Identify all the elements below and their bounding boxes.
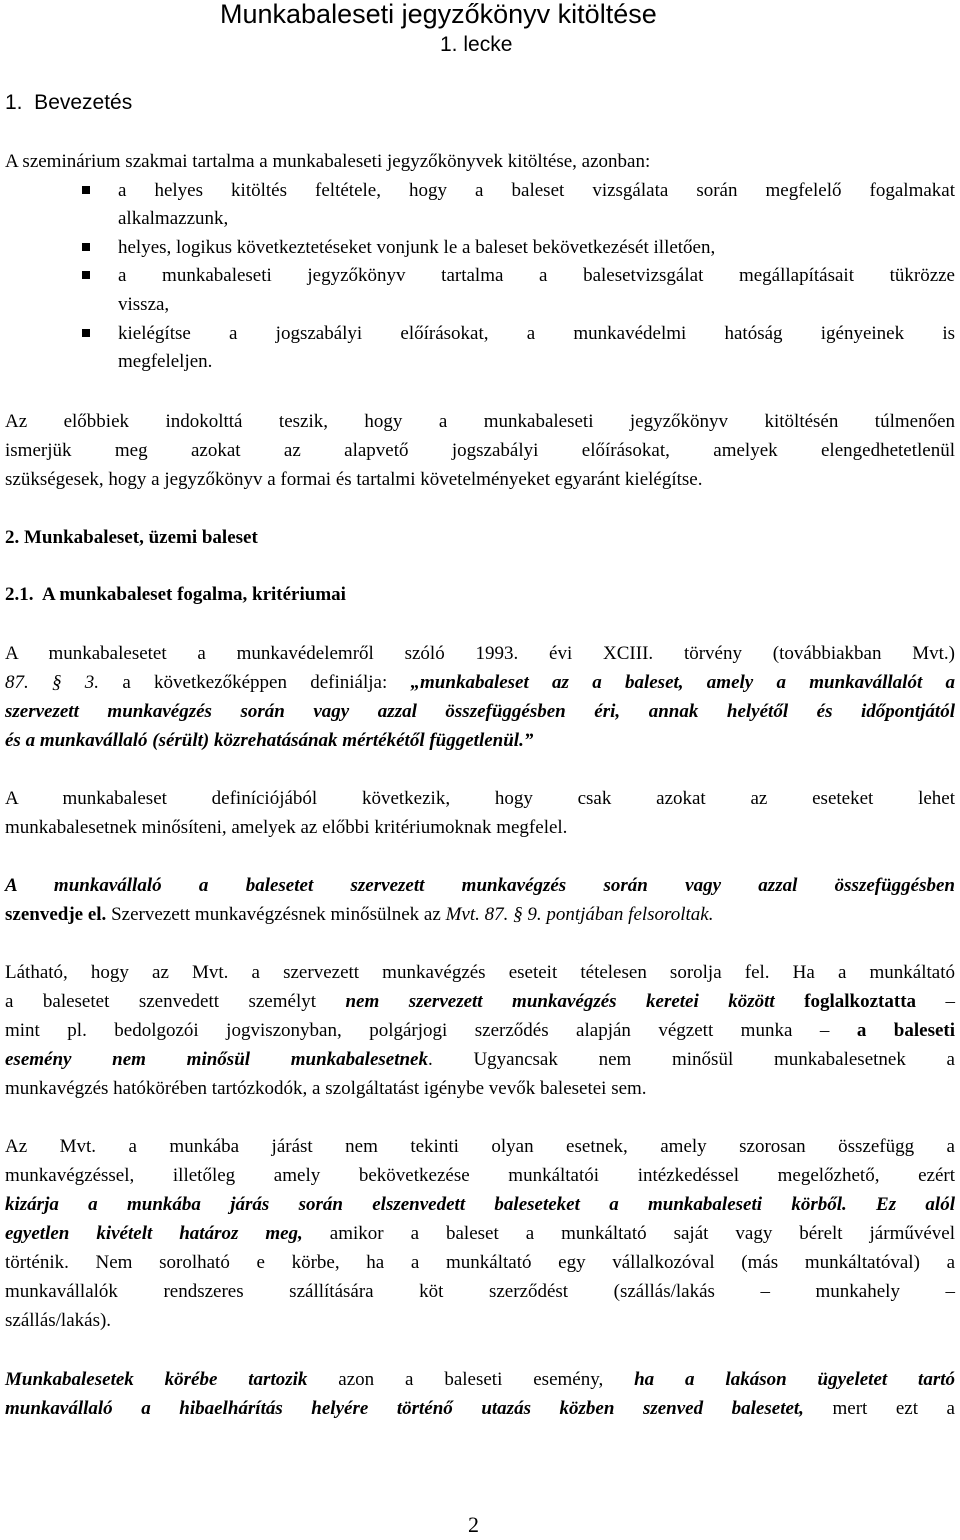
para-line: Az előbbiek indokolttá teszik, hogy a munkabaleseti jegyzőkönyv kitöltésén túlmenően — [5, 411, 955, 432]
bullet-4-line-1: kielégítse a jogszabályi előírásokat, a munkavédelmi hatóság igényeinek is — [118, 323, 955, 344]
para-line: kizárja a munkába járás során elszenvedett baleseteket a munkabaleseti körből. Ez alól — [5, 1194, 955, 1215]
intro-line: A szeminárium szakmai tartalma a munkabaleseti jegyzőkönyvek kitöltése, azonban: — [5, 151, 651, 172]
bullet-1-line-1: a helyes kitöltés feltétele, hogy a baleset vizsgálata során megfelelő fogalmakat — [118, 180, 955, 201]
document-title: Munkabaleseti jegyzőkönyv kitöltése — [220, 0, 657, 29]
law-reference: 87. § 3. — [5, 672, 100, 693]
definition-quote: „munkabaleset az a baleset, amely a munkavállalót a — [410, 672, 956, 693]
bullet-marker — [82, 271, 90, 279]
para-line: A munkabaleset definíciójából következik, hogy csak azokat az eseteket lehet — [5, 788, 955, 809]
bullet-4-line-2: megfeleljen. — [118, 351, 213, 372]
para-line: egyetlen kivételt határoz meg, amikor a baleset a munkáltató saját vagy bérelt járművével — [5, 1223, 955, 1244]
para-line: munkavégzéssel, illetőleg amely bekövetkezése munkáltatói intézkedéssel megelőzhető, ezért — [5, 1165, 955, 1186]
bullet-marker — [82, 243, 90, 251]
para-line: történik. Nem sorolható e körbe, ha a munkáltató egy vállalkozóval (más munkáltatóval) a — [5, 1252, 955, 1273]
para-line: munkavállalók rendszeres szállítására köt szerződést (szállás/lakás – munkahely – — [5, 1281, 955, 1302]
para-line: munkavégzés hatókörében tartózkodók, a szolgáltatást igénybe vevők balesetei sem. — [5, 1078, 647, 1099]
section-2-1-heading: 2.1. A munkabaleset fogalma, kritériumai — [5, 584, 346, 605]
bullet-1-line-2: alkalmazzunk, — [118, 208, 229, 229]
para-line: szükségesek, hogy a jegyzőkönyv a formai és tartalmi követelményeket egyaránt kielégítse. — [5, 469, 703, 490]
para-line: szállás/lakás). — [5, 1310, 112, 1331]
para-line: munkabalesetnek minősíteni, amelyek az előbbi kritériumoknak megfelel. — [5, 817, 568, 838]
para-line: Munkabalesetek körébe tartozik azon a baleseti esemény, ha a lakáson ügyeletet tartó — [5, 1369, 955, 1390]
definition-line-4: és a munkavállaló (sérült) közrehatásának mértékétől függetlenül.” — [5, 730, 534, 751]
para-line: szenvedje el. Szervezett munkavégzésnek minősülnek az Mvt. 87. § 9. pontjában felsoroltak. — [5, 904, 714, 925]
para-line: mint pl. bedolgozói jogviszonyban, polgárjogi szerződés alapján végzett munka – a baleseti — [5, 1020, 955, 1041]
lesson-label: 1. lecke — [440, 33, 513, 56]
bullet-3-line-2: vissza, — [118, 294, 170, 315]
para-line: a balesetet szenvedett személyt nem szervezett munkavégzés keretei között foglalkoztatta – — [5, 991, 955, 1012]
para-line: munkavállaló a hibaelhárítás helyére történő utazás közben szenved balesetet, mert ezt a — [5, 1398, 955, 1419]
definition-line-3: szervezett munkavégzés során vagy azzal összefüggésben éri, annak helyétől és időpontjától — [5, 701, 955, 722]
bullet-3-line-1: a munkabaleseti jegyzőkönyv tartalma a balesetvizsgálat megállapításait tükrözze — [118, 265, 955, 286]
para-line: Az Mvt. a munkába járást nem tekinti olyan esetnek, amely szorosan összefügg a — [5, 1136, 955, 1157]
para-line: Látható, hogy az Mvt. a szervezett munkavégzés eseteit tételesen sorolja fel. Ha a munkáltató — [5, 962, 955, 983]
page-number: 2 — [468, 1512, 479, 1537]
para-line: ismerjük meg azokat az alapvető jogszabályi előírásokat, amelyek elengedhetetlenül — [5, 440, 955, 461]
definition-line-2: 87. § 3. a következőképpen definiálja: „munkabaleset az a baleset, amely a munkavállalót a — [5, 672, 956, 693]
section-1-heading: 1. Bevezetés — [5, 91, 133, 114]
definition-line-1: A munkabalesetet a munkavédelemről szóló 1993. évi XCIII. törvény (továbbiakban Mvt.) — [5, 643, 955, 664]
para-line: esemény nem minősül munkabalesetnek. Ugyancsak nem minősül munkabalesetnek a — [5, 1049, 955, 1070]
para-line: A munkavállaló a balesetet szervezett munkavégzés során vagy azzal összefüggésben — [5, 875, 955, 896]
section-2-heading: 2. Munkabaleset, üzemi baleset — [5, 527, 258, 548]
bullet-2-line-1: helyes, logikus következtetéseket vonjunk le a baleset bekövetkezését illetően, — [118, 237, 716, 258]
bullet-marker — [82, 186, 90, 194]
bullet-marker — [82, 329, 90, 337]
